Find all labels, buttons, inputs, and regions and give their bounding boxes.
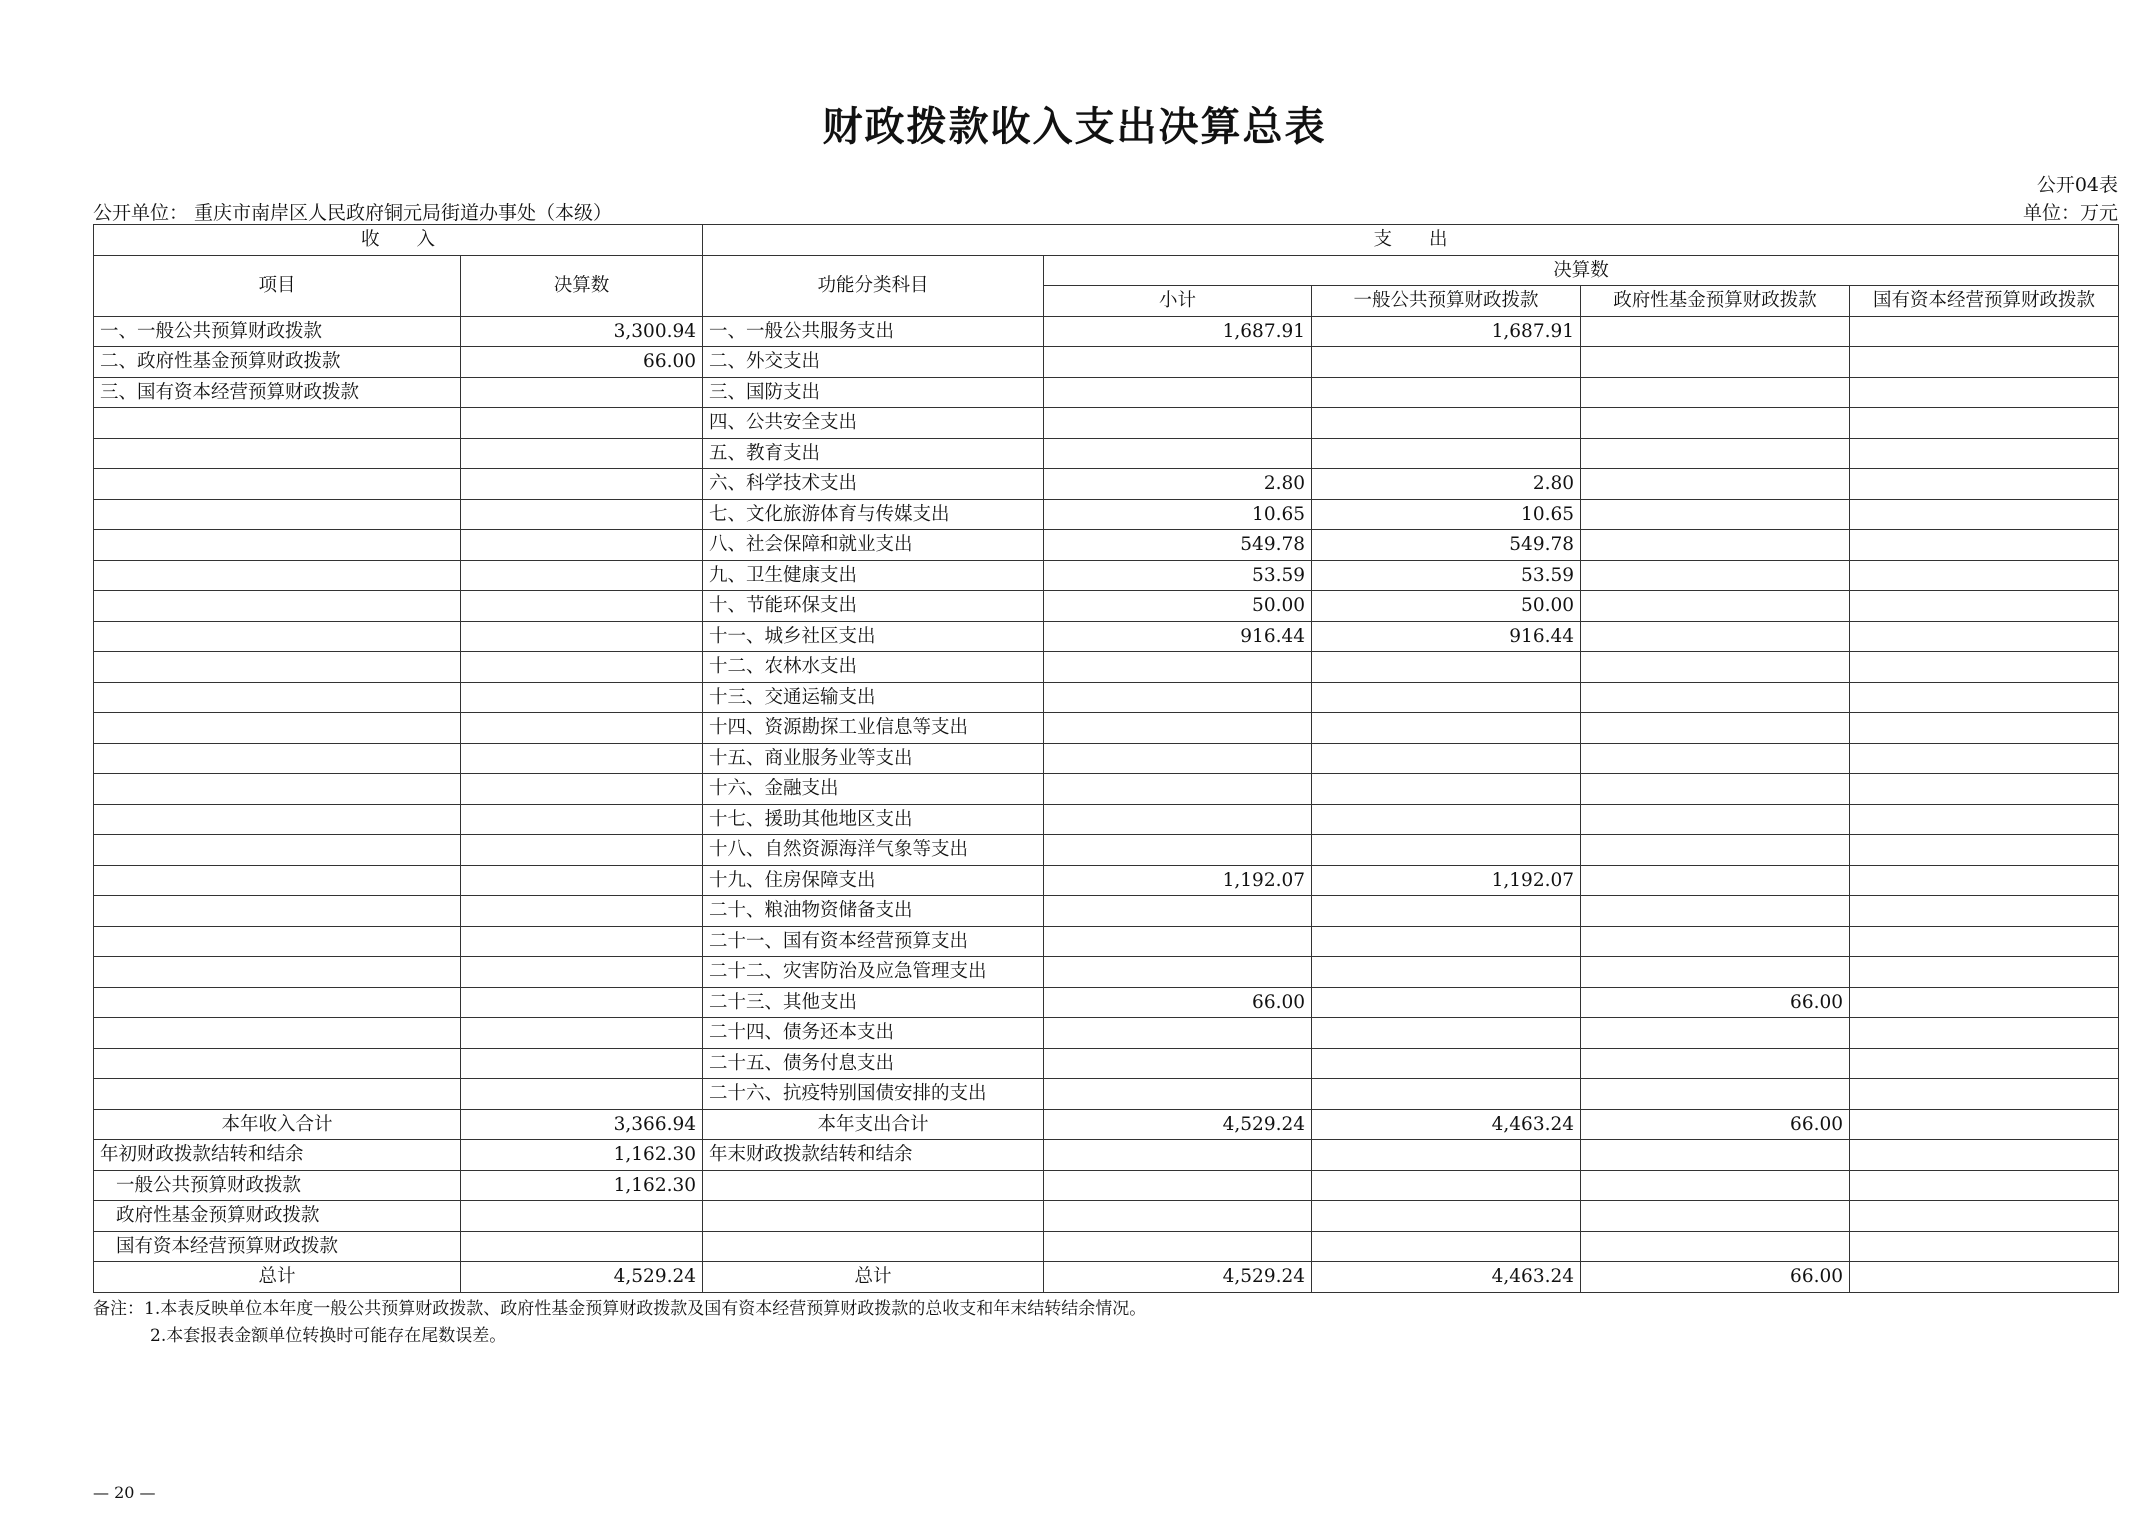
- expense-subtotal: [1044, 1079, 1312, 1110]
- table-row: [94, 1079, 2119, 1110]
- form-number: 公开04表: [2036, 174, 2118, 196]
- income-item: [94, 530, 461, 561]
- empty-cell: [1850, 1201, 2119, 1232]
- expense-general: [1312, 377, 1581, 408]
- expense-item: 二十三、其他支出: [703, 987, 1044, 1018]
- empty-cell: [703, 1231, 1044, 1262]
- table-row: [94, 377, 2119, 408]
- expense-state-capital: [1850, 835, 2119, 866]
- expense-state-capital: [1850, 1079, 2119, 1110]
- empty-cell: [461, 1231, 703, 1262]
- expense-gov-fund: [1581, 591, 1850, 622]
- expense-item: 八、社会保障和就业支出: [703, 530, 1044, 561]
- expense-item: 六、科学技术支出: [703, 469, 1044, 500]
- income-amount: [461, 743, 703, 774]
- income-amount: [461, 835, 703, 866]
- expense-item: 十三、交通运输支出: [703, 682, 1044, 713]
- carry-in-gov-fund-label: 政府性基金预算财政拨款: [94, 1201, 461, 1232]
- expense-subtotal: [1044, 377, 1312, 408]
- expense-subtotal: [1044, 957, 1312, 988]
- expense-gov-fund: [1581, 530, 1850, 561]
- page-number: — 20 —: [93, 1483, 156, 1502]
- year-income-label: 本年收入合计: [94, 1109, 461, 1140]
- expense-gov-fund: [1581, 713, 1850, 744]
- budget-table: [93, 224, 2119, 1293]
- table-row: [94, 1018, 2119, 1049]
- expense-state-capital: [1850, 652, 2119, 683]
- income-amount: [461, 865, 703, 896]
- table-row: [94, 591, 2119, 622]
- grand-income-value: 4,529.24: [461, 1262, 703, 1293]
- table-row: [94, 713, 2119, 744]
- expense-gov-fund: [1581, 469, 1850, 500]
- expense-header: 支 出: [703, 225, 2119, 256]
- income-item: [94, 1018, 461, 1049]
- carry-row: [94, 1140, 2119, 1171]
- expense-item: 十六、金融支出: [703, 774, 1044, 805]
- table-row: [94, 438, 2119, 469]
- expense-item: 二十、粮油物资储备支出: [703, 896, 1044, 927]
- amount-header: 决算数: [461, 255, 703, 316]
- expense-gov-fund: [1581, 347, 1850, 378]
- expense-state-capital: [1850, 499, 2119, 530]
- expense-state-capital: [1850, 987, 2119, 1018]
- expense-general: [1312, 1018, 1581, 1049]
- expense-gov-fund: 66.00: [1581, 987, 1850, 1018]
- grand-income-label: 总计: [94, 1262, 461, 1293]
- income-amount: [461, 530, 703, 561]
- table-row: [94, 743, 2119, 774]
- note-1: 备注：1.本表反映单位本年度一般公共预算财政拨款、政府性基金预算财政拨款及国有资本经营预算财政拨款的总收支和年末结转结余情况。: [93, 1299, 1147, 1319]
- expense-item: 二十六、抗疫特别国债安排的支出: [703, 1079, 1044, 1110]
- expense-state-capital: [1850, 713, 2119, 744]
- table-row: [94, 1048, 2119, 1079]
- carry-in-label: 年初财政拨款结转和结余: [94, 1140, 461, 1171]
- table-row: [94, 652, 2119, 683]
- expense-item: 九、卫生健康支出: [703, 560, 1044, 591]
- income-amount: 66.00: [461, 347, 703, 378]
- expense-general: 10.65: [1312, 499, 1581, 530]
- expense-general: [1312, 957, 1581, 988]
- empty-cell: [1581, 1201, 1850, 1232]
- expense-item: 十七、援助其他地区支出: [703, 804, 1044, 835]
- reporting-unit: 公开单位： 重庆市南岸区人民政府铜元局街道办事处（本级）: [93, 202, 613, 224]
- expense-general: [1312, 682, 1581, 713]
- table-row: [94, 316, 2119, 347]
- expense-item: 十八、自然资源海洋气象等支出: [703, 835, 1044, 866]
- table-row: [94, 774, 2119, 805]
- empty-cell: [461, 1201, 703, 1232]
- page-title: 财政拨款收入支出决算总表: [822, 104, 1327, 150]
- income-item: [94, 713, 461, 744]
- expense-item: 十二、农林水支出: [703, 652, 1044, 683]
- expense-subtotal: [1044, 743, 1312, 774]
- expense-subtotal: [1044, 926, 1312, 957]
- income-item: [94, 987, 461, 1018]
- expense-state-capital: [1850, 530, 2119, 561]
- income-amount: [461, 774, 703, 805]
- income-amount: [461, 987, 703, 1018]
- expense-general: 549.78: [1312, 530, 1581, 561]
- expense-state-capital: [1850, 408, 2119, 439]
- expense-gov-fund: [1581, 499, 1850, 530]
- expense-subtotal: 916.44: [1044, 621, 1312, 652]
- expense-state-capital: [1850, 865, 2119, 896]
- expense-subtotal: [1044, 1018, 1312, 1049]
- expense-item: 二十五、债务付息支出: [703, 1048, 1044, 1079]
- expense-subtotal: 1,687.91: [1044, 316, 1312, 347]
- grand-general: 4,463.24: [1312, 1262, 1581, 1293]
- note-2: 2.本套报表金额单位转换时可能存在尾数误差。: [150, 1326, 507, 1346]
- expense-gov-fund: [1581, 621, 1850, 652]
- carry-gov-fund-row: [94, 1201, 2119, 1232]
- income-amount: [461, 469, 703, 500]
- year-income-value: 3,366.94: [461, 1109, 703, 1140]
- expense-item: 十一、城乡社区支出: [703, 621, 1044, 652]
- expense-state-capital: [1850, 896, 2119, 927]
- expense-state-capital: [1850, 377, 2119, 408]
- income-header: 收 入: [94, 225, 703, 256]
- expense-general: 50.00: [1312, 591, 1581, 622]
- table-row: [94, 682, 2119, 713]
- expense-subtotal: 53.59: [1044, 560, 1312, 591]
- expense-subtotal: 1,192.07: [1044, 865, 1312, 896]
- expense-general: 916.44: [1312, 621, 1581, 652]
- notes: [93, 1296, 1146, 1350]
- expense-gov-fund: [1581, 377, 1850, 408]
- header-row-2: [94, 255, 2119, 286]
- expense-gov-fund: [1581, 926, 1850, 957]
- expense-item: 七、文化旅游体育与传媒支出: [703, 499, 1044, 530]
- income-item: [94, 865, 461, 896]
- income-item: [94, 957, 461, 988]
- income-item: [94, 652, 461, 683]
- expense-gov-fund: [1581, 1018, 1850, 1049]
- empty-cell: [1312, 1201, 1581, 1232]
- table-row: [94, 408, 2119, 439]
- state-capital-header: 国有资本经营预算财政拨款: [1850, 286, 2119, 317]
- expense-subtotal: [1044, 408, 1312, 439]
- income-amount: [461, 621, 703, 652]
- expense-subtotal: [1044, 682, 1312, 713]
- expense-state-capital: [1850, 560, 2119, 591]
- carry-out-state: [1850, 1140, 2119, 1171]
- empty-cell: [1044, 1170, 1312, 1201]
- expense-gov-fund: [1581, 774, 1850, 805]
- totals-body: [94, 1109, 2119, 1292]
- year-expense-state: [1850, 1109, 2119, 1140]
- empty-cell: [1850, 1231, 2119, 1262]
- expense-gov-fund: [1581, 1048, 1850, 1079]
- expense-state-capital: [1850, 926, 2119, 957]
- expense-item: 四、公共安全支出: [703, 408, 1044, 439]
- carry-out-subtotal: [1044, 1140, 1312, 1171]
- expense-state-capital: [1850, 804, 2119, 835]
- income-amount: [461, 1079, 703, 1110]
- expense-state-capital: [1850, 438, 2119, 469]
- expense-item: 一、一般公共服务支出: [703, 316, 1044, 347]
- expense-item: 二十四、债务还本支出: [703, 1018, 1044, 1049]
- expense-gov-fund: [1581, 438, 1850, 469]
- income-amount: [461, 1048, 703, 1079]
- grand-state: [1850, 1262, 2119, 1293]
- expense-state-capital: [1850, 957, 2119, 988]
- empty-cell: [1581, 1170, 1850, 1201]
- expense-general: [1312, 774, 1581, 805]
- expense-gov-fund: [1581, 896, 1850, 927]
- grand-expense-label: 总计: [703, 1262, 1044, 1293]
- expense-item: 五、教育支出: [703, 438, 1044, 469]
- income-item: [94, 438, 461, 469]
- income-amount: [461, 926, 703, 957]
- expense-subtotal: [1044, 1048, 1312, 1079]
- table-row: [94, 560, 2119, 591]
- table-row: [94, 530, 2119, 561]
- expense-general: [1312, 347, 1581, 378]
- empty-cell: [1581, 1231, 1850, 1262]
- expense-state-capital: [1850, 347, 2119, 378]
- func-class-header: 功能分类科目: [703, 255, 1044, 316]
- table-row: [94, 926, 2119, 957]
- expense-general: [1312, 1048, 1581, 1079]
- empty-cell: [703, 1201, 1044, 1232]
- grand-gov-fund: 66.00: [1581, 1262, 1850, 1293]
- income-item: [94, 682, 461, 713]
- year-expense-subtotal: 4,529.24: [1044, 1109, 1312, 1140]
- expense-state-capital: [1850, 743, 2119, 774]
- expense-subtotal: 66.00: [1044, 987, 1312, 1018]
- expense-general: [1312, 743, 1581, 774]
- expense-subtotal: 2.80: [1044, 469, 1312, 500]
- item-header: 项目: [94, 255, 461, 316]
- empty-cell: [1044, 1201, 1312, 1232]
- expense-general: [1312, 1079, 1581, 1110]
- expense-subtotal: [1044, 774, 1312, 805]
- carry-in-general-label: 一般公共预算财政拨款: [94, 1170, 461, 1201]
- expense-general: 1,687.91: [1312, 316, 1581, 347]
- income-amount: [461, 560, 703, 591]
- expense-gov-fund: [1581, 652, 1850, 683]
- expense-general: [1312, 835, 1581, 866]
- table-row: [94, 896, 2119, 927]
- income-item: [94, 926, 461, 957]
- expense-state-capital: [1850, 1048, 2119, 1079]
- expense-subtotal: 50.00: [1044, 591, 1312, 622]
- year-expense-general: 4,463.24: [1312, 1109, 1581, 1140]
- expense-state-capital: [1850, 316, 2119, 347]
- income-amount: [461, 408, 703, 439]
- income-item: [94, 774, 461, 805]
- income-amount: [461, 804, 703, 835]
- subtotal-header: 小计: [1044, 286, 1312, 317]
- income-amount: 3,300.94: [461, 316, 703, 347]
- income-item: [94, 1079, 461, 1110]
- table-row: [94, 347, 2119, 378]
- currency-unit: 单位：万元: [2022, 202, 2118, 224]
- expense-item: 十、节能环保支出: [703, 591, 1044, 622]
- expense-general: [1312, 987, 1581, 1018]
- income-amount: [461, 652, 703, 683]
- income-item: [94, 896, 461, 927]
- income-amount: [461, 713, 703, 744]
- expense-item: 二十二、灾害防治及应急管理支出: [703, 957, 1044, 988]
- expense-general: [1312, 408, 1581, 439]
- expense-gov-fund: [1581, 316, 1850, 347]
- carry-in-state-label: 国有资本经营预算财政拨款: [94, 1231, 461, 1262]
- expense-item: 十九、住房保障支出: [703, 865, 1044, 896]
- expense-state-capital: [1850, 591, 2119, 622]
- unit-row: [93, 198, 2118, 224]
- expense-general: 2.80: [1312, 469, 1581, 500]
- income-amount: [461, 591, 703, 622]
- income-item: [94, 560, 461, 591]
- table-row: [94, 835, 2119, 866]
- expense-subtotal: [1044, 835, 1312, 866]
- empty-cell: [1044, 1231, 1312, 1262]
- carry-out-general: [1312, 1140, 1581, 1171]
- expense-gov-fund: [1581, 835, 1850, 866]
- expense-subtotal: 549.78: [1044, 530, 1312, 561]
- income-item: 一、一般公共预算财政拨款: [94, 316, 461, 347]
- table-row: [94, 621, 2119, 652]
- table-row: [94, 499, 2119, 530]
- income-amount: [461, 1018, 703, 1049]
- expense-general: [1312, 926, 1581, 957]
- income-amount: [461, 682, 703, 713]
- expense-state-capital: [1850, 774, 2119, 805]
- table-row: [94, 865, 2119, 896]
- year-total-row: [94, 1109, 2119, 1140]
- expense-item: 二十一、国有资本经营预算支出: [703, 926, 1044, 957]
- expense-state-capital: [1850, 621, 2119, 652]
- expense-gov-fund: [1581, 865, 1850, 896]
- expense-general: [1312, 896, 1581, 927]
- expense-general: [1312, 713, 1581, 744]
- carry-out-label: 年末财政拨款结转和结余: [703, 1140, 1044, 1171]
- expense-general: 1,192.07: [1312, 865, 1581, 896]
- income-item: [94, 469, 461, 500]
- income-item: [94, 743, 461, 774]
- grand-subtotal: 4,529.24: [1044, 1262, 1312, 1293]
- income-item: [94, 804, 461, 835]
- expense-subtotal: [1044, 713, 1312, 744]
- expense-state-capital: [1850, 682, 2119, 713]
- expense-gov-fund: [1581, 743, 1850, 774]
- expense-general: [1312, 652, 1581, 683]
- expense-general: 53.59: [1312, 560, 1581, 591]
- carry-out-gov-fund: [1581, 1140, 1850, 1171]
- expense-gov-fund: [1581, 408, 1850, 439]
- income-item: [94, 408, 461, 439]
- empty-cell: [1850, 1170, 2119, 1201]
- expense-gov-fund: [1581, 804, 1850, 835]
- expense-subtotal: 10.65: [1044, 499, 1312, 530]
- carry-general-row: [94, 1170, 2119, 1201]
- expense-general: [1312, 804, 1581, 835]
- income-item: [94, 591, 461, 622]
- expense-gov-fund: [1581, 957, 1850, 988]
- expense-subtotal: [1044, 804, 1312, 835]
- year-expense-gov-fund: 66.00: [1581, 1109, 1850, 1140]
- income-amount: [461, 499, 703, 530]
- expense-item: 十五、商业服务业等支出: [703, 743, 1044, 774]
- grand-total-row: [94, 1262, 2119, 1293]
- income-amount: [461, 957, 703, 988]
- expense-item: 三、国防支出: [703, 377, 1044, 408]
- expense-gov-fund: [1581, 1079, 1850, 1110]
- table-body: [94, 225, 2119, 1110]
- income-item: 二、政府性基金预算财政拨款: [94, 347, 461, 378]
- carry-in-general-value: 1,162.30: [461, 1170, 703, 1201]
- table-row: [94, 469, 2119, 500]
- expense-subtotal: [1044, 652, 1312, 683]
- expense-subtotal: [1044, 438, 1312, 469]
- expense-gov-fund: [1581, 560, 1850, 591]
- empty-cell: [1312, 1170, 1581, 1201]
- expense-state-capital: [1850, 1018, 2119, 1049]
- income-item: 三、国有资本经营预算财政拨款: [94, 377, 461, 408]
- expense-subtotal: [1044, 896, 1312, 927]
- empty-cell: [1312, 1231, 1581, 1262]
- expense-general: [1312, 438, 1581, 469]
- income-item: [94, 1048, 461, 1079]
- general-header: 一般公共预算财政拨款: [1312, 286, 1581, 317]
- expense-gov-fund: [1581, 682, 1850, 713]
- income-amount: [461, 896, 703, 927]
- income-item: [94, 835, 461, 866]
- income-amount: [461, 438, 703, 469]
- income-item: [94, 499, 461, 530]
- table-row: [94, 957, 2119, 988]
- expense-subtotal: [1044, 347, 1312, 378]
- final-amount-header: 决算数: [1044, 255, 2119, 286]
- table-row: [94, 987, 2119, 1018]
- empty-cell: [703, 1170, 1044, 1201]
- carry-in-value: 1,162.30: [461, 1140, 703, 1171]
- income-amount: [461, 377, 703, 408]
- expense-item: 十四、资源勘探工业信息等支出: [703, 713, 1044, 744]
- year-expense-label: 本年支出合计: [703, 1109, 1044, 1140]
- expense-item: 二、外交支出: [703, 347, 1044, 378]
- carry-state-row: [94, 1231, 2119, 1262]
- header-row-1: [94, 225, 2119, 256]
- table-row: [94, 804, 2119, 835]
- expense-state-capital: [1850, 469, 2119, 500]
- income-item: [94, 621, 461, 652]
- gov-fund-header: 政府性基金预算财政拨款: [1581, 286, 1850, 317]
